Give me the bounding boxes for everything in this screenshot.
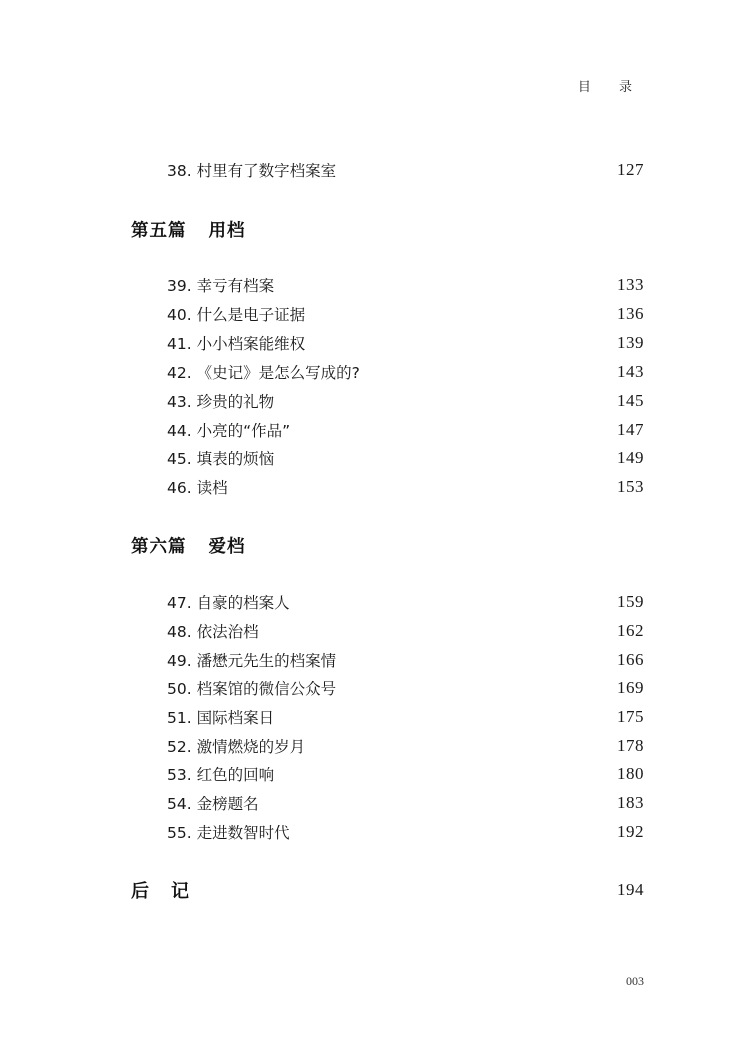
section-name: 爱档 [208, 536, 246, 557]
toc-entry-title: 43. 珍贵的礼物 [167, 393, 275, 411]
toc-entry[interactable] [167, 475, 644, 499]
toc-entry-title: 50. 档案馆的微信公众号 [167, 680, 337, 698]
section-label: 第六篇 [131, 536, 187, 557]
toc-entry-page: 136 [617, 304, 644, 323]
toc-entry[interactable] [167, 648, 644, 672]
toc-entry[interactable] [167, 619, 644, 643]
toc-entry[interactable] [167, 820, 644, 844]
section-heading-5 [131, 214, 246, 244]
toc-entry-title: 45. 填表的烦恼 [167, 450, 275, 468]
toc-entry-title: 47. 自豪的档案人 [167, 594, 290, 612]
toc-entry[interactable] [167, 360, 644, 384]
toc-entry[interactable] [167, 302, 644, 326]
running-header: 目 录 [577, 80, 644, 95]
toc-entry-title: 48. 依法治档 [167, 623, 259, 641]
toc-entry[interactable] [167, 331, 644, 355]
toc-entry-title: 42. 《史记》是怎么写成的? [167, 364, 360, 382]
toc-entry[interactable] [167, 791, 644, 815]
toc-entry-page: 178 [617, 736, 644, 755]
toc-entry-page: 166 [617, 650, 644, 669]
toc-entry[interactable] [167, 676, 644, 700]
toc-entry[interactable] [167, 590, 644, 614]
toc-entry-page: 145 [617, 391, 644, 410]
toc-entry-title: 51. 国际档案日 [167, 709, 275, 727]
toc-entry-title: 49. 潘懋元先生的档案情 [167, 652, 337, 670]
toc-entry-title: 55. 走进数智时代 [167, 824, 290, 842]
toc-entry-page: 147 [617, 420, 644, 439]
toc-entry-title: 44. 小亮的“作品” [167, 422, 291, 440]
toc-entry-title: 39. 幸亏有档案 [167, 277, 275, 295]
toc-entry-page: 159 [617, 592, 644, 611]
toc-afterword[interactable] [131, 875, 644, 905]
toc-entry[interactable] [167, 418, 644, 442]
toc-entry-title: 46. 读档 [167, 479, 228, 497]
section-heading-6 [131, 530, 246, 560]
afterword-page: 194 [617, 880, 644, 899]
toc-entry-title: 54. 金榜题名 [167, 795, 259, 813]
toc-entry-page: 162 [617, 621, 644, 640]
toc-entry[interactable] [167, 273, 644, 297]
toc-entry-title: 53. 红色的回响 [167, 766, 275, 784]
toc-entry[interactable] [167, 389, 644, 413]
toc-entry-page: 183 [617, 793, 644, 812]
toc-entry[interactable] [167, 762, 644, 786]
toc-entry-title: 52. 激情燃烧的岁月 [167, 738, 306, 756]
toc-entry-title: 40. 什么是电子证据 [167, 306, 306, 324]
toc-entry[interactable] [167, 158, 644, 182]
toc-entry-title: 38. 村里有了数字档案室 [167, 162, 337, 180]
toc-entry-page: 127 [617, 160, 644, 179]
toc-entry-page: 169 [617, 678, 644, 697]
toc-entry[interactable] [167, 734, 644, 758]
toc-entry-page: 192 [617, 822, 644, 841]
toc-entry-page: 143 [617, 362, 644, 381]
afterword-title: 后记 [131, 881, 211, 902]
section-label: 第五篇 [131, 220, 187, 241]
section-name: 用档 [208, 220, 246, 241]
toc-entry-page: 153 [617, 477, 644, 496]
toc-entry[interactable] [167, 446, 644, 470]
toc-entry-page: 139 [617, 333, 644, 352]
toc-entry[interactable] [167, 705, 644, 729]
toc-entry-page: 149 [617, 448, 644, 467]
toc-entry-title: 41. 小小档案能维权 [167, 335, 306, 353]
toc-entry-page: 175 [617, 707, 644, 726]
toc-entry-page: 180 [617, 764, 644, 783]
page-number: 003 [626, 974, 644, 988]
toc-entry-page: 133 [617, 275, 644, 294]
